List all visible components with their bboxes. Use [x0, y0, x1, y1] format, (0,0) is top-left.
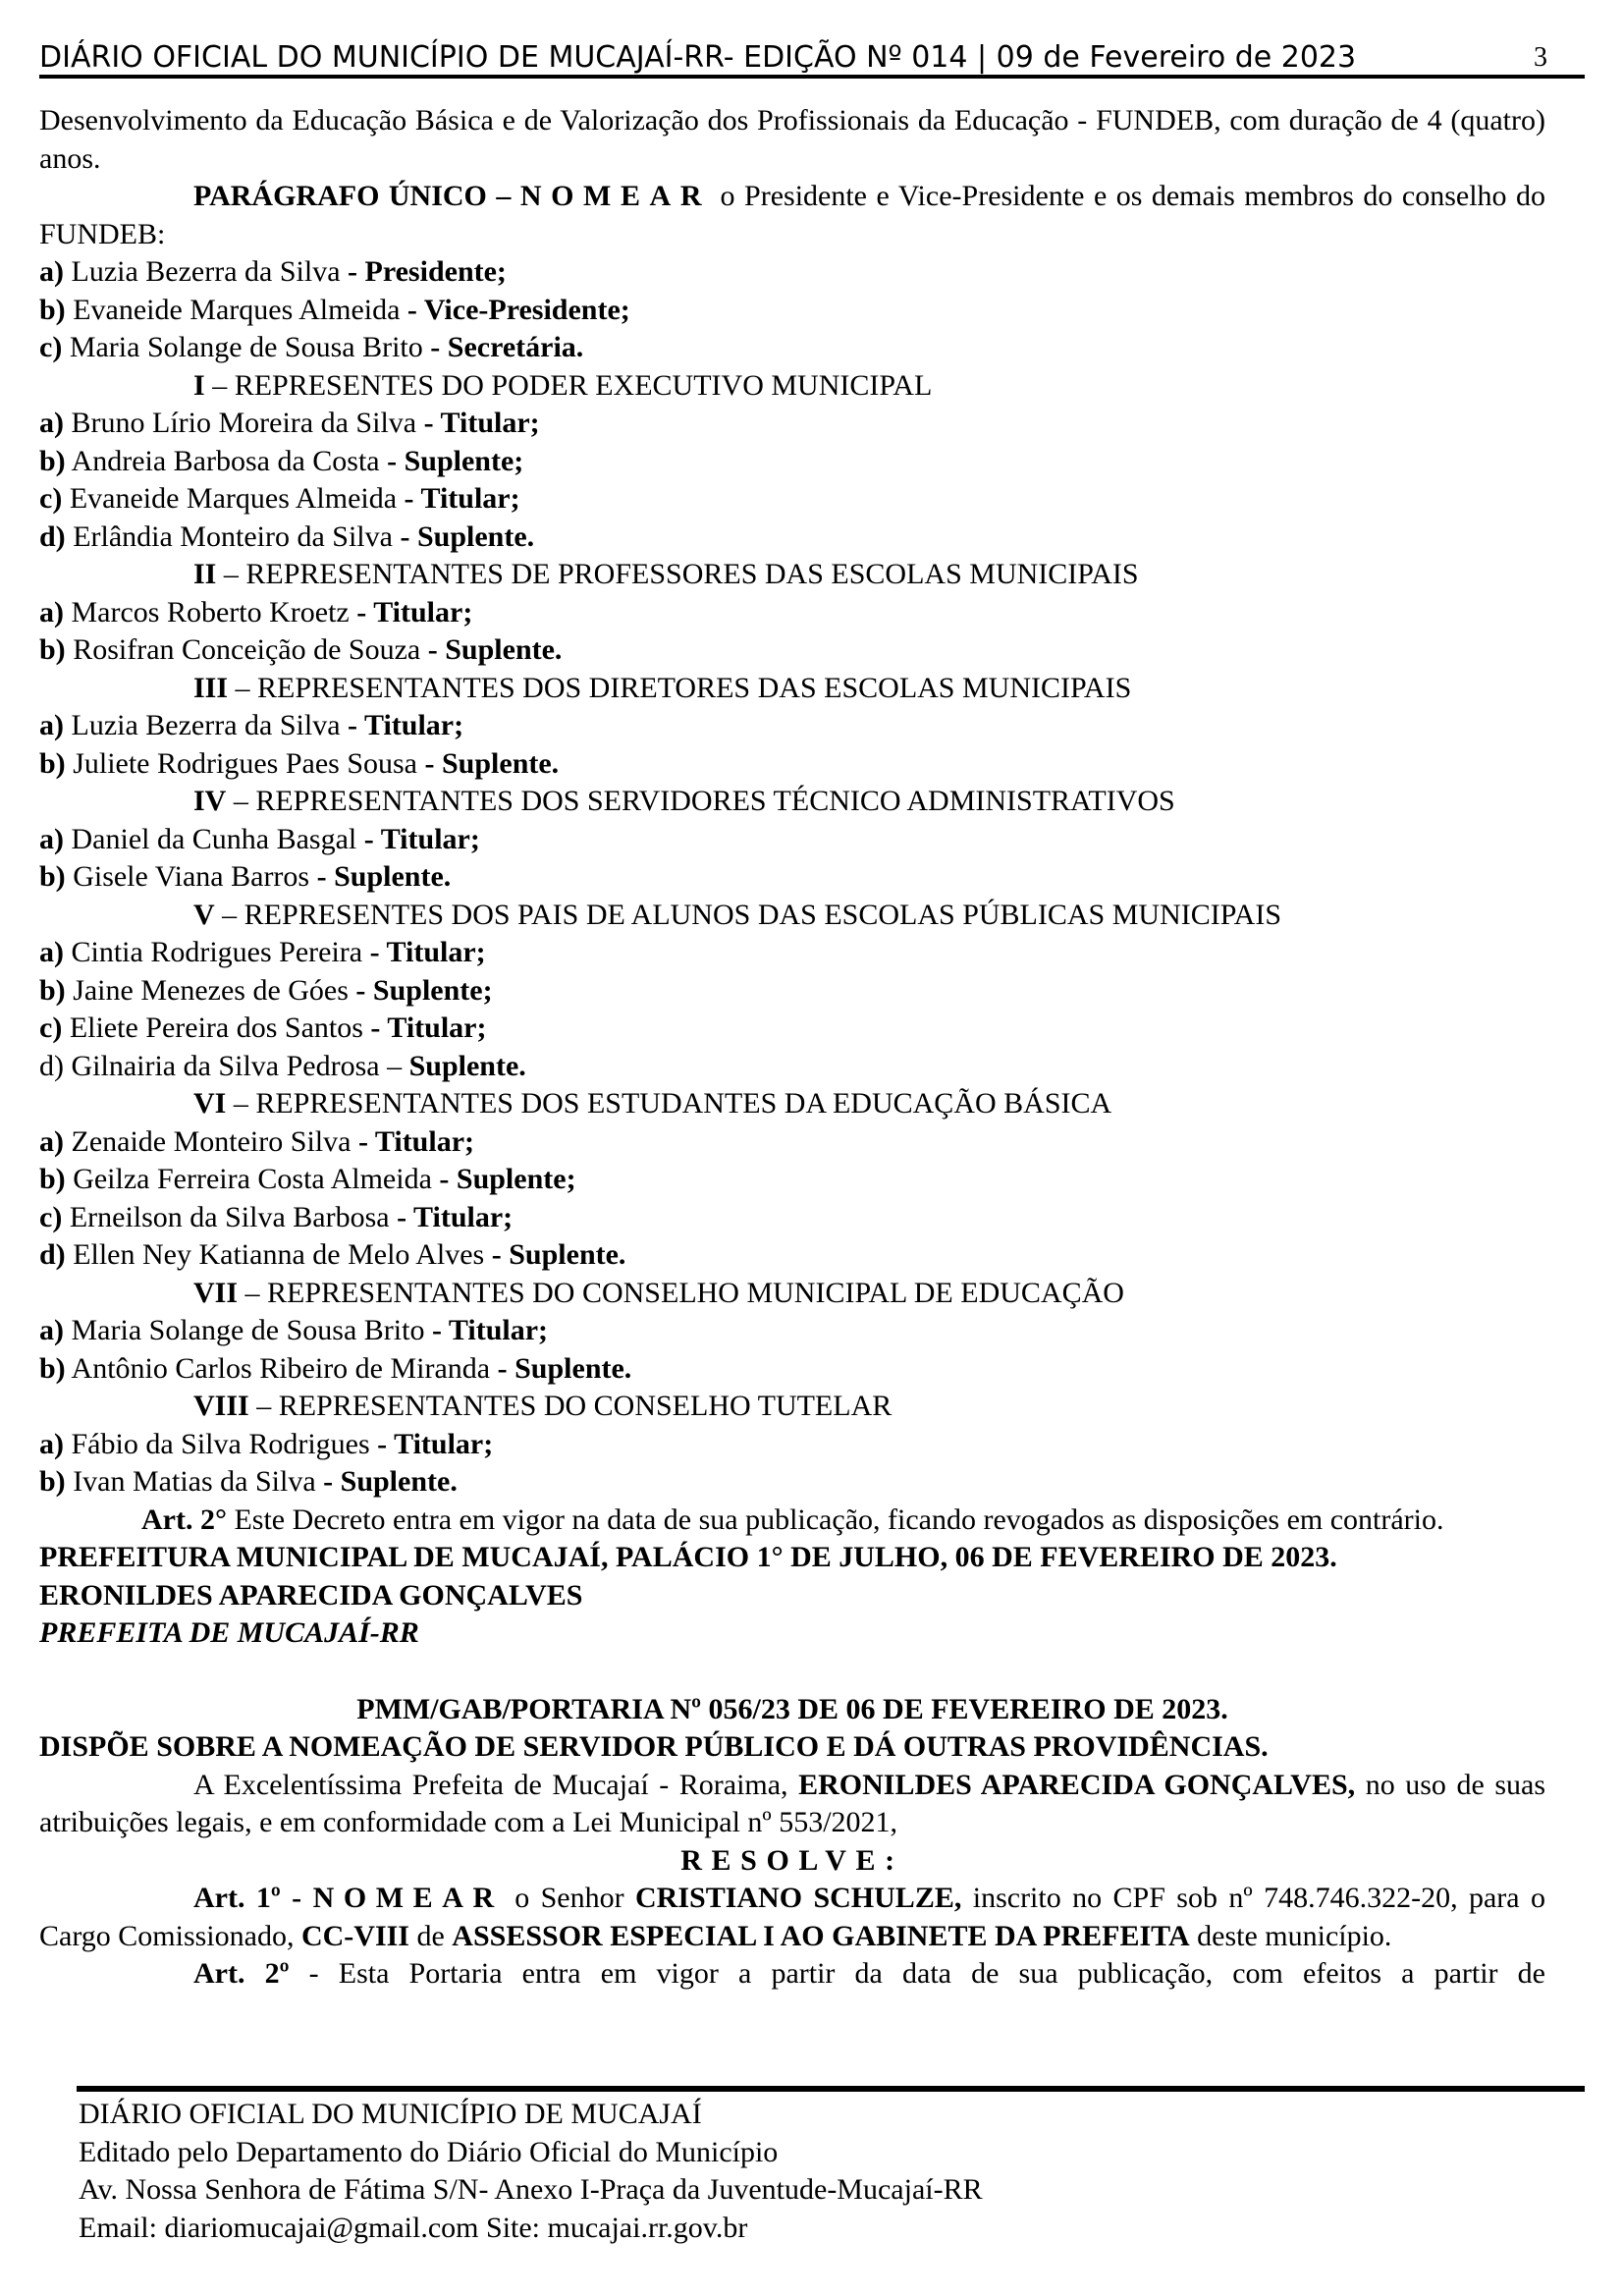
member-letter: b) [39, 293, 66, 326]
member-line [39, 1350, 1545, 1389]
art1-position: ASSESSOR ESPECIAL I AO GABINETE DA PREFEITA [452, 1919, 1190, 1952]
member-name: Gisele Viana Barros [65, 860, 317, 893]
member-role: - Suplente. [400, 519, 535, 553]
art2-text: Este Decreto entra em vigor na data de sua publicação, ficando revogados as disposições em contrário. [226, 1503, 1444, 1536]
member-role: - Secretária. [430, 331, 584, 363]
member-line [39, 405, 1545, 443]
art1-label: Art. 1º - [193, 1882, 313, 1914]
member-role: - Suplente; [387, 444, 524, 477]
member-letter: c) [39, 1200, 63, 1233]
group-numeral: VI [193, 1087, 227, 1120]
member-letter: b) [39, 1163, 66, 1195]
member-name: Evaneide Marques Almeida [65, 293, 407, 326]
spacer [39, 1653, 1545, 1691]
paragrafo-label: PARÁGRAFO ÚNICO – [193, 180, 520, 212]
member-name: Maria Solange de Sousa Brito [62, 331, 431, 363]
member-name: Rosifran Conceição de Souza [65, 633, 428, 666]
member-role: - Titular; [369, 936, 486, 968]
member-name: Andreia Barbosa da Costa [65, 444, 388, 477]
member-letter: c) [39, 331, 63, 363]
member-line [39, 253, 1545, 292]
member-letter: a) [39, 595, 64, 629]
portaria-heading-text: PMM/GAB/PORTARIA Nº 056/23 DE 06 DE FEVEREIRO DE 2023. [356, 1692, 1228, 1725]
member-letter: a) [39, 407, 64, 439]
group-numeral: III [193, 671, 229, 704]
member-name: Marcos Roberto Kroetz [64, 595, 357, 629]
signature-name-text: ERONILDES APARECIDA GONÇALVES [39, 1578, 583, 1612]
signature-title-text: PREFEITA DE MUCAJAÍ-RR [39, 1616, 419, 1649]
member-role: - Suplente; [355, 973, 493, 1007]
member-name: Zenaide Monteiro Silva [64, 1124, 358, 1158]
member-role: - Suplente. [316, 860, 452, 893]
member-letter: a) [39, 1427, 64, 1460]
member-role: - Suplente. [323, 1465, 458, 1498]
member-role: - Titular; [363, 822, 480, 855]
group-heading [39, 1085, 1545, 1123]
member-name: Juliete Rodrigues Paes Sousa [65, 746, 425, 780]
member-role: - Titular; [397, 1200, 514, 1233]
member-name: Ivan Matias da Silva [65, 1465, 324, 1498]
group-numeral: VII [193, 1276, 239, 1309]
member-name: Erlândia Monteiro da Silva [65, 519, 401, 553]
member-letter: d) [39, 1238, 66, 1271]
portaria-subject [39, 1728, 1545, 1767]
member-name: Luzia Bezerra da Silva [64, 255, 349, 288]
portaria-preamble [39, 1767, 1545, 1842]
footer-line: Email: diariomucajai@gmail.com Site: mucajai.rr.gov.br [79, 2211, 748, 2244]
member-line [39, 1199, 1545, 1237]
art1-text-4: deste município. [1189, 1919, 1392, 1952]
member-role: - Suplente; [439, 1163, 576, 1195]
art2-decreto [39, 1502, 1545, 1540]
member-letter: a) [39, 255, 64, 288]
portaria-art2 [39, 1955, 1545, 1994]
group-numeral: IV [193, 785, 227, 817]
portaria-art2-label: Art. 2º [193, 1957, 290, 1990]
preamble-text: A Excelentíssima Prefeita de Mucajaí - Roraima, [193, 1768, 799, 1801]
resolve [39, 1842, 1545, 1881]
member-line [39, 1312, 1545, 1350]
member-name: Eliete Pereira dos Santos [62, 1011, 371, 1044]
member-line [39, 292, 1545, 330]
member-line [39, 707, 1545, 745]
member-line [39, 329, 1545, 367]
member-letter: c) [39, 482, 63, 515]
representative-groups [39, 367, 1545, 1502]
group-heading [39, 670, 1545, 708]
page-number: 3 [1534, 42, 1547, 73]
portaria-art1 [39, 1880, 1545, 1955]
paragrafo-unico [39, 178, 1545, 253]
preamble-name: ERONILDES APARECIDA GONÇALVES, [798, 1768, 1356, 1801]
resolve-text: RESOLVE: [680, 1843, 904, 1877]
footer-line: DIÁRIO OFICIAL DO MUNICÍPIO DE MUCAJAÍ [79, 2098, 702, 2130]
member-role: - Titular; [377, 1427, 494, 1460]
member-line [39, 443, 1545, 481]
group-heading [39, 1275, 1545, 1313]
art1-cc: CC-VIII [300, 1919, 409, 1952]
signature-place-date-text: PREFEITURA MUNICIPAL DE MUCAJAÍ, PALÁCIO 1° DE JULHO, 06 DE FEVEREIRO DE 2023. [39, 1541, 1337, 1573]
signature-title [39, 1614, 1545, 1653]
member-letter: a) [39, 1124, 64, 1158]
member-name: d) Gilnairia da Silva Pedrosa – [39, 1049, 409, 1082]
header-rule [39, 75, 1585, 79]
footer-rule [77, 2086, 1585, 2092]
member-role: - Suplente. [424, 746, 560, 780]
art1-nomear: NOMEAR [312, 1882, 504, 1914]
portaria-art2-text: - Esta Portaria entra em vigor a partir da data de sua publicação, com efeitos a partir de [289, 1957, 1545, 1990]
member-name: Geilza Ferreira Costa Almeida [65, 1163, 440, 1195]
member-letter: a) [39, 936, 64, 968]
member-letter: a) [39, 822, 64, 855]
art1-person: CRISTIANO SCHULZE, [635, 1882, 962, 1914]
member-line [39, 934, 1545, 972]
member-role: - Titular; [356, 595, 473, 629]
group-numeral: VIII [193, 1390, 249, 1422]
document-body [39, 102, 1545, 1994]
group-numeral: II [193, 558, 217, 590]
group-title: – REPRESENTANTES DO CONSELHO TUTELAR [248, 1390, 893, 1422]
group-title: – REPRESENTANTES DO CONSELHO MUNICIPAL DE EDUCAÇÃO [238, 1276, 1124, 1309]
member-name: Maria Solange de Sousa Brito [64, 1314, 432, 1346]
member-role: Suplente. [408, 1049, 526, 1082]
page-footer [79, 2096, 1551, 2247]
preamble-text-2: no uso de suas atribuições legais, e em conformidade com a Lei Municipal nº 553/2021, [39, 1768, 1546, 1838]
signature-name [39, 1577, 1545, 1615]
member-line [39, 1426, 1545, 1464]
member-name: Antônio Carlos Ribeiro de Miranda [65, 1351, 498, 1385]
member-letter: b) [39, 860, 66, 893]
member-line [39, 631, 1545, 670]
member-name: Fábio da Silva Rodrigues [64, 1427, 378, 1460]
group-title: – REPRESENTANTES DOS SERVIDORES TÉCNICO ADMINISTRATIVOS [226, 785, 1175, 817]
group-numeral: V [193, 898, 215, 931]
member-letter: d) [39, 519, 66, 553]
member-name: Ellen Ney Katianna de Melo Alves [65, 1238, 492, 1271]
member-letter: b) [39, 633, 66, 666]
member-letter: b) [39, 746, 66, 780]
group-heading [39, 1388, 1545, 1426]
member-line [39, 480, 1545, 519]
footer-line: Editado pelo Departamento do Diário Oficial do Município [79, 2135, 779, 2168]
footer-line: Av. Nossa Senhora de Fátima S/N- Anexo I-Praça da Juventude-Mucajaí-RR [79, 2173, 983, 2206]
member-role: - Suplente. [491, 1238, 626, 1271]
art1-text: o Senhor [503, 1882, 636, 1914]
signature-place-date [39, 1539, 1545, 1577]
member-line [39, 1048, 1545, 1086]
member-name: Jaine Menezes de Góes [65, 973, 356, 1007]
art1-text-2: inscrito no CPF sob nº 748.746.322-20, para o Cargo Comissionado, [39, 1882, 1545, 1952]
member-letter: a) [39, 1314, 64, 1346]
nomear-word: NOMEAR [519, 180, 712, 212]
group-heading [39, 897, 1545, 935]
portaria-heading [39, 1691, 1545, 1729]
group-numeral: I [193, 368, 205, 402]
group-title: – REPRESENTANTES DE PROFESSORES DAS ESCOLAS MUNICIPAIS [216, 558, 1139, 590]
member-letter: b) [39, 444, 66, 477]
member-line [39, 594, 1545, 632]
member-role: - Presidente; [348, 255, 507, 288]
group-title: – REPRESENTES DOS PAIS DE ALUNOS DAS ESCOLAS PÚBLICAS MUNICIPAIS [214, 898, 1281, 931]
directors-list [39, 253, 1545, 367]
intro-paragraph: Desenvolvimento da Educação Básica e de Valorização dos Profissionais da Educação - FUNDEB, com duração de 4 (quatro) anos. [39, 104, 1545, 175]
member-name: Luzia Bezerra da Silva [64, 709, 349, 741]
member-line [39, 745, 1545, 784]
group-heading [39, 367, 1545, 406]
member-line [39, 821, 1545, 859]
member-line [39, 972, 1545, 1011]
member-role: - Titular; [431, 1314, 549, 1346]
member-letter: a) [39, 709, 64, 741]
art2-label: Art. 2° [141, 1503, 227, 1536]
member-role: - Suplente. [497, 1351, 632, 1385]
member-role: - Titular; [404, 482, 520, 515]
group-title: – REPRESENTANTES DOS ESTUDANTES DA EDUCAÇÃO BÁSICA [226, 1087, 1112, 1120]
member-name: Evaneide Marques Almeida [62, 482, 405, 515]
group-heading [39, 556, 1545, 594]
art1-text-3: de [408, 1919, 453, 1952]
member-role: - Titular; [370, 1011, 487, 1044]
member-role: - Suplente. [427, 633, 563, 666]
member-line [39, 1463, 1545, 1502]
member-letter: b) [39, 1351, 66, 1385]
member-line [39, 858, 1545, 897]
group-title: – REPRESENTES DO PODER EXECUTIVO MUNICIPAL [204, 368, 933, 402]
member-role: - Titular; [423, 407, 540, 439]
group-heading [39, 783, 1545, 821]
member-line [39, 1123, 1545, 1162]
member-line [39, 519, 1545, 557]
paragrafo-text: o Presidente e Vice-Presidente e os demais membros do conselho do FUNDEB: [39, 180, 1545, 250]
member-letter: c) [39, 1011, 63, 1044]
member-letter: b) [39, 973, 66, 1007]
member-name: Daniel da Cunha Basgal [64, 822, 364, 855]
member-line [39, 1236, 1545, 1275]
header-title: DIÁRIO OFICIAL DO MUNICÍPIO DE MUCAJAÍ-RR- EDIÇÃO Nº 014 | 09 de Fevereiro de 2023 [39, 40, 1357, 75]
member-line [39, 1161, 1545, 1199]
portaria-subject-text: DISPÕE SOBRE A NOMEAÇÃO DE SERVIDOR PÚBLICO E DÁ OUTRAS PROVIDÊNCIAS. [39, 1730, 1269, 1763]
member-letter: b) [39, 1465, 66, 1498]
member-role: - Vice-Presidente; [406, 293, 630, 326]
member-name: Cintia Rodrigues Pereira [64, 936, 370, 968]
member-name: Bruno Lírio Moreira da Silva [64, 407, 424, 439]
member-role: - Titular; [357, 1124, 475, 1158]
group-title: – REPRESENTANTES DOS DIRETORES DAS ESCOLAS MUNICIPAIS [228, 671, 1132, 704]
member-role: - Titular; [348, 709, 464, 741]
member-name: Erneilson da Silva Barbosa [62, 1200, 398, 1233]
member-line [39, 1010, 1545, 1048]
